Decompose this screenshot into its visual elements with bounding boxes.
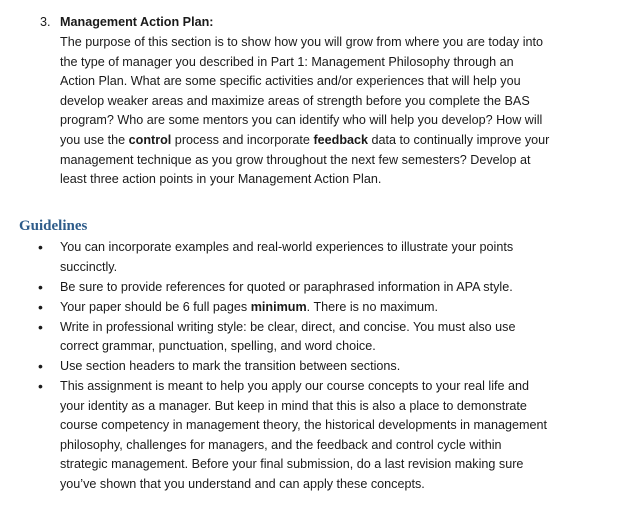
paragraph-line: the type of manager you described in Part 1: Management Philosophy through an — [60, 54, 514, 69]
guidelines-list — [38, 238, 563, 495]
bold-term-feedback: feedback — [313, 132, 369, 147]
guideline-item: • You can incorporate examples and real-world experiences to illustrate your points succinctly. — [38, 239, 514, 274]
section-title: Management Action Plan: — [60, 15, 214, 29]
bold-term-minimum: minimum — [250, 299, 307, 314]
bullet-icon: • — [38, 278, 43, 295]
paragraph-line: develop weaker areas and maximize areas of strength before you complete the BAS — [60, 93, 530, 108]
paragraph-line: you use the control process and incorporate feedback data to continually improve your — [60, 132, 550, 147]
paragraph-line: Action Plan. What are some specific activities and/or experiences that will help you — [60, 74, 521, 89]
guidelines-heading: Guidelines — [19, 218, 88, 234]
guideline-item: • Be sure to provide references for quoted or paraphrased information in APA style. — [38, 278, 563, 298]
bullet-icon: • — [38, 298, 43, 315]
paragraph-line: management technique as you grow throughout the next few semesters? Develop at — [60, 152, 531, 167]
bullet-icon: • — [38, 318, 43, 335]
guideline-item: • Your paper should be 6 full pages minimum. There is no maximum. — [38, 298, 563, 318]
guideline-item: • Write in professional writing style: be clear, direct, and concise. You must also use correct grammar, punctuation, spelling, and word choice. — [38, 318, 516, 353]
bullet-icon: • — [38, 239, 43, 255]
bold-term-control: control — [128, 132, 172, 147]
paragraph-line: The purpose of this section is to show how you will grow from where you are today into — [60, 35, 543, 49]
paragraph-line: program? Who are some mentors you can identify who will help you develop? How will — [60, 113, 543, 128]
section-number: 3. — [40, 15, 51, 29]
bullet-icon: • — [38, 378, 43, 394]
guideline-item: • Use section headers to mark the transition between sections. — [38, 357, 563, 377]
guideline-item: • This assignment is meant to help you apply our course concepts to your real life and your identity as a manager. But keep in mind that this is also a place to demonstrate course competency in management theory, the historical developments in management philosophy, challenges for managers, and the feedback and control cycle within strategic management. Before your final submission, do a last revision making sure you’ve shown that you understand and can apply these concepts. — [38, 378, 547, 491]
bullet-icon: • — [38, 358, 43, 374]
paragraph-line: least three action points in your Management Action Plan. — [60, 172, 382, 187]
section-body-paragraph — [60, 33, 560, 190]
